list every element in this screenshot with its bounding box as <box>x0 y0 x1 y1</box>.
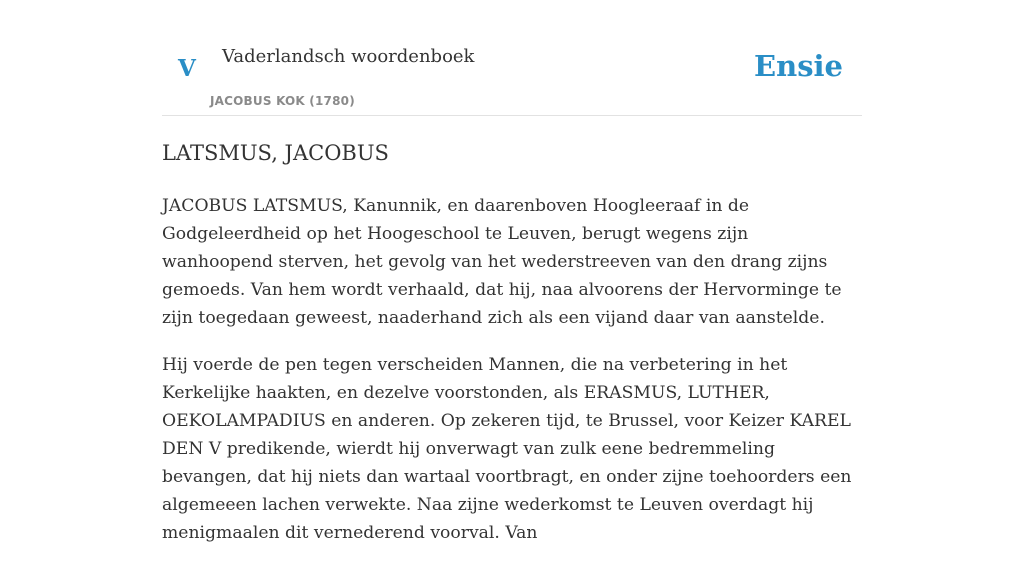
entry-body <box>162 192 862 566</box>
entry-paragraph: JACOBUS LATSMUS, Kanunnik, en daarenboven Hoogleeraaf in de Godgeleerdheid op het Hoogeschool te Leuven, berugt wegens zijn wanhoopend sterven, het gevolg van het wederstreeven van den drang zijns gemoeds. Van hem wordt verhaald, dat hij, naa alvoorens der Hervorminge te zijn toegedaan geweest, naaderhand zich als een vijand daar van aanstelde. <box>162 196 842 328</box>
book-author: JACOBUS KOK (1780) <box>210 94 355 108</box>
book-title-link[interactable]: Vaderlandsch woordenboek <box>222 46 475 67</box>
entry-title: LATSMUS, JACOBUS <box>162 141 389 165</box>
book-icon[interactable]: V <box>178 55 196 82</box>
header <box>162 0 862 116</box>
brand-logo-link[interactable]: Ensie <box>754 49 843 83</box>
page <box>162 0 862 543</box>
entry-paragraph: Hij voerde de pen tegen verscheiden Mannen, die na verbetering in het Kerkelijke haakten, en dezelve voorstonden, als ERASMUS, LUTHER, OEKOLAMPADIUS en anderen. Op zekeren tijd, te Brussel, voor Keizer KAREL DEN V predikende, wierdt hij onverwagt van zulk eene bedremmeling bevangen, dat hij niets dan wartaal voortbragt, en onder zijne toehoorders een algemeeen lachen verwekte. Naa zijne wederkomst te Leuven overdagt hij menigmaalen dit vernederend voorval. Van <box>162 355 852 543</box>
